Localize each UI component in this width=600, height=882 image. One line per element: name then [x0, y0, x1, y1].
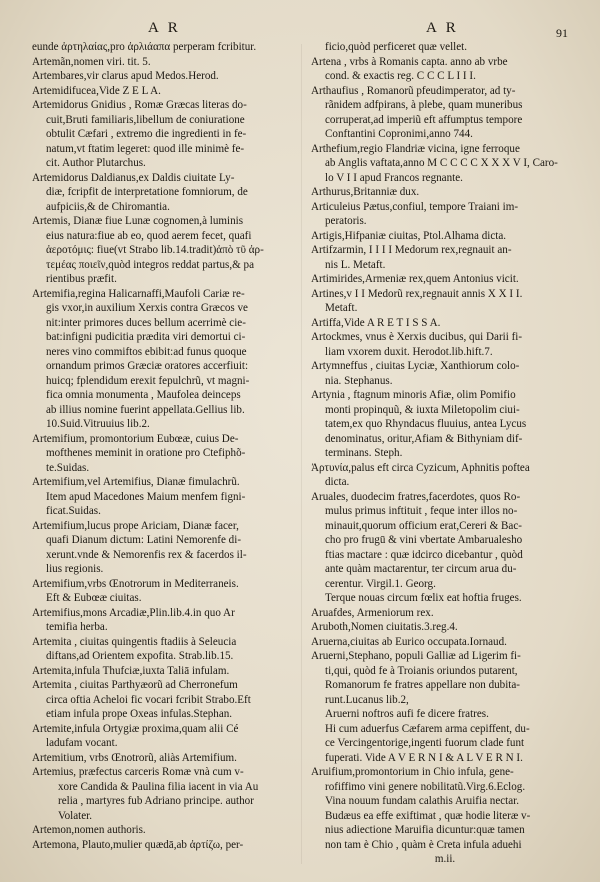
text-line: ce Vercingentorige,ingenti fuorum clade funt: [325, 737, 525, 749]
text-line: relia , martyres fub Adriano principe. author: [58, 795, 254, 807]
text-line: Aruafdes, Armeniorum rex.: [311, 606, 434, 619]
text-line: eius natura:fiue ab eo, quod aerem fecet, quafi: [46, 229, 252, 242]
text-line: fuperati. Vide A V E R N I & A L V E R N I.: [325, 751, 523, 764]
text-line: Artemãn,nomen viri. tit. 5.: [32, 55, 151, 68]
running-header: [0, 20, 600, 42]
text-line: Eft & Eubœæ ciuitas.: [46, 592, 142, 604]
text-line: cho pro frugū & vini vbertate Ambarualesho: [325, 534, 523, 546]
text-line: lo V I I apud Francos regnante.: [325, 171, 463, 184]
text-line: lius regionis.: [46, 563, 104, 575]
text-line: Artemita , ciuitas quingentis ftadiis à Seleucia: [32, 635, 237, 648]
page-number: 91: [556, 26, 568, 40]
text-line: ab illius nomine fuerint appellata.Gellius lib.: [46, 403, 245, 416]
text-line: nius adiectione Maruifia dicuntur:quæ tamen: [325, 824, 525, 836]
text-line: ante quàm mactarentur, ter circum arua du-: [325, 563, 517, 575]
text-line: rãnidem adfpirans, à plebe, quam muneribus: [325, 99, 523, 111]
text-line: runt.Lucanus lib.2,: [325, 693, 409, 706]
text-line: terminans. Steph.: [325, 447, 403, 459]
text-line: Artembares,vir clarus apud Medos.Herod.: [32, 70, 219, 82]
text-line: diftans,ad Orientem expofita. Strab.lib.15.: [46, 650, 234, 662]
text-line: Terque nouas circum fœlix eat hoftia fruges.: [325, 592, 522, 604]
text-line: Artimirides,Armeniæ rex,quem Antonius vicit.: [311, 273, 519, 285]
text-line: Artemifium,lucus prope Ariciam, Dianæ facer,: [32, 519, 239, 532]
text-line: tatem,ex quo Rhyndacus fluuius, antea Lycus: [325, 418, 527, 430]
text-line: τεμέας ποιεῖν,quòd integros reddat partus,& pa: [46, 258, 254, 271]
text-line: ficat.Suidas.: [46, 505, 101, 517]
text-line: rofiffimo vini genere nobilitatũ.Virg.6.Eclog.: [325, 780, 526, 793]
text-line: peratoris.: [325, 215, 367, 227]
text-line: Arthaufius , Romanorũ pfeudimperator, ad ty-: [311, 84, 516, 97]
text-line: Aruerni noftros aufi fe dicere fratres.: [325, 708, 489, 720]
text-line: neres vino commiftos ebibit:ad funus quoque: [46, 345, 247, 358]
left-column: [32, 40, 294, 852]
text-line: obtulit Cæfari , extremo die ingredienti in fe-: [46, 128, 247, 140]
text-line: Aruales, duodecim fratres,facerdotes, quos Ro-: [311, 490, 521, 503]
text-line: denominatus, oritur,Afiam & Bithyniam dif-: [325, 432, 523, 445]
text-line: Artemifia,regina Halicarnaffi,Maufoli Cariæ re-: [32, 287, 245, 300]
text-line: Item apud Macedones Maium menfem figni-: [46, 490, 246, 503]
text-line: Budæus ea effe exiftimat , quæ hodie literæ v-: [325, 809, 531, 822]
text-line: Arthurus,Britanniæ dux.: [311, 186, 420, 198]
text-line: Aruboth,Nomen ciuitatis.3.reg.4.: [311, 621, 458, 633]
text-line: ladufam vocant.: [46, 737, 118, 749]
text-line: nia. Stephanus.: [325, 374, 393, 387]
text-line: Artifzarmin, I I I I Medorum rex,regnauit an-: [311, 244, 512, 256]
text-line: rientibus præfit.: [46, 273, 117, 285]
text-line: nit:inter primores duces bellum acerrimè cie-: [46, 316, 246, 329]
text-line: Artemona, Plauto,mulier quædā,ab ἀρτίζω, per-: [32, 838, 244, 851]
text-line: Metaft.: [325, 302, 358, 314]
text-line: natum,vt ftatim legeret: quod ille minimè fe-: [46, 142, 245, 155]
text-line: minauit,quorum officium erat,Cereri & Bac-: [325, 519, 522, 532]
text-line: Artockmes, vnus è Xerxis ducibus, qui Darii fi-: [311, 331, 523, 343]
text-line: Artemifium, promontorium Eubœæ, cuius De-: [32, 432, 239, 445]
text-line: cond. & exactis reg. C C C L I I I.: [325, 70, 476, 82]
text-line: mulus primus inftituit , feque inter illos no-: [325, 505, 518, 517]
text-line: quafi Dianum dictum: Latini Nemorenfe di-: [46, 534, 242, 546]
text-line: diæ, fcripfit de interpretatione fomniorum, de: [46, 186, 248, 198]
text-line: Artemidorus Gnidius , Romæ Græcas literas do-: [32, 99, 247, 111]
text-line: Artemifium,vrbs Œnotrorum in Mediterraneis.: [32, 577, 239, 590]
text-line: Aruifium,promontorium in Chio infula, gene-: [311, 766, 514, 778]
text-line: temifia herba.: [46, 621, 108, 633]
text-line: Articuleius Pætus,confiul, tempore Traiani im-: [311, 200, 519, 213]
text-line: Artemidorus Daldianus,ex Daldis ciuitate Ly-: [32, 171, 235, 184]
text-line: non tam è Chio , quàm è Creta infula aduehi: [325, 838, 522, 851]
text-line: ornandum primos Græciæ oratores accerfiuit:: [46, 360, 249, 372]
text-line: Vina nouum fundam calathis Aruifia nectar.: [325, 795, 520, 807]
text-line: xerunt.vnde & Nemorenfis rex & facerdos il-: [46, 548, 247, 561]
text-line: Artemita,infula Thufciæ,iuxta Taliā infulam.: [32, 664, 230, 677]
text-line: fica omnia monumenta , Maufolea deinceps: [46, 389, 241, 401]
text-line: gis vxor,in auxilium Xerxis contra Græcos ve: [46, 302, 248, 314]
text-line: cerentur. Virgil.1. Georg.: [325, 577, 436, 590]
text-line: Volater.: [58, 809, 92, 822]
text-line: 10.Suid.Vitruuius lib.2.: [46, 418, 150, 430]
text-line: bat:infigni pudicitia prædita viri demortui ci-: [46, 331, 246, 343]
text-line: dicta.: [325, 476, 350, 488]
text-line: Artemius, præfectus carceris Romæ vnà cum v-: [32, 766, 244, 778]
text-line: Artemifius,mons Arcadiæ,Plin.lib.4.in quo Ar: [32, 606, 235, 619]
text-line: Romanorum fe fratres appellare non dubita-: [325, 679, 520, 691]
text-line: ftias mactare : quæ idcirco dicebantur , quòd: [325, 548, 523, 561]
text-line: Artemis, Dianæ fiue Lunæ cognomen,à luminis: [32, 215, 244, 227]
text-line: Artemitium, vrbs Œnotrorũ, aliàs Artemifium.: [32, 751, 237, 764]
text-line: circa oftia Acheloi fic vocari fcribit Strabo.Eft: [46, 693, 251, 706]
text-line: Artemon,nomen authoris.: [32, 824, 146, 836]
text-line: Arthefium,regio Flandriæ vicina, igne ferroque: [311, 142, 520, 155]
text-line: nis L. Metaft.: [325, 258, 386, 271]
text-line: ab Anglis vaftata,anno M C C C C X X X V I, Caro-: [325, 157, 558, 169]
text-line: corruperat,ad imperiũ eft affumptus tempore: [325, 113, 523, 126]
column-gutter: [301, 44, 302, 864]
text-line: te.Suidas.: [46, 461, 90, 474]
text-line: Artymneffus , ciuitas Lyciæ, Xanthiorum colo-: [311, 360, 520, 372]
text-line: liam vxorem duxit. Herodot.lib.hift.7.: [325, 345, 493, 358]
text-line: Artemifium,vel Artemifius, Dianæ fimulachrũ.: [32, 476, 240, 488]
text-line: monti propinquũ, & iuxta Miletopolim ciui-: [325, 403, 520, 416]
text-line: Artemita , ciuitas Parthyæorũ ad Cherronefum: [32, 679, 238, 691]
right-column: [311, 40, 579, 867]
text-line: ficio,quòd perficeret quæ vellet.: [325, 41, 468, 53]
text-line: Artynia , ftagnum minoris Afiæ, olim Pomifio: [311, 389, 516, 401]
text-line: aufpiciis,& de Chiromantia.: [46, 200, 170, 213]
text-line: Artiffa,Vide A R E T I S S A.: [311, 316, 441, 329]
text-line: Artigis,Hifpaniæ ciuitas, Ptol.Alhama dicta.: [311, 229, 507, 242]
text-line: Conftantini Copronimi,anno 744.: [325, 128, 473, 140]
text-line: Artemidifucea,Vide Z E L A.: [32, 84, 161, 97]
text-line: ἀεροτόμις: fiue(vt Strabo lib.14.tradit)ἀπὸ τῦ ἀρ-: [46, 244, 264, 256]
text-line: ti,qui, quòd fe à Troianis oriundos putarent,: [325, 664, 518, 677]
header-right-letters: A R: [426, 20, 459, 36]
text-line: Hi cum aduerfus Cæfarem arma cepiffent, du-: [325, 722, 530, 735]
text-line: eunde ἀρτηλαίας,pro ἀρλιάαπα perperam fcribitur.: [32, 41, 257, 53]
text-line: Artena , vrbs à Romanis capta. anno ab vrbe: [311, 55, 508, 68]
text-line: Artemite,infula Ortygiæ proxima,quam alii Cé: [32, 722, 239, 735]
text-line: Aruerna,ciuitas ab Eurico occupata.Iornaud.: [311, 635, 507, 648]
text-line: Aruerni,Stephano, populi Galliæ ad Ligerim fi-: [311, 650, 521, 662]
text-line: Artines,v I I Medorũ rex,regnauit annis X X I I.: [311, 287, 523, 300]
header-left-letters: A R: [148, 20, 181, 36]
text-line: m.ii.: [434, 853, 456, 865]
text-line: mofthenes meminit in oratione pro Ctefiphõ-: [46, 447, 246, 459]
text-line: cuit,Bruti familiaris,libellum de coniuratione: [46, 113, 245, 126]
text-line: cit. Author Plutarchus.: [46, 157, 146, 169]
text-line: Ἀρτυνία,palus eft circa Cyzicum, Aphnitis poftea: [311, 461, 530, 474]
text-line: xore Candida & Paulina filia iacent in via Au: [58, 780, 259, 793]
text-line: etiam infula prope Oxeas infulas.Stephan.: [46, 708, 233, 720]
text-line: huicq; fplendidum erexit fepulchrũ, vt magni-: [46, 374, 250, 387]
